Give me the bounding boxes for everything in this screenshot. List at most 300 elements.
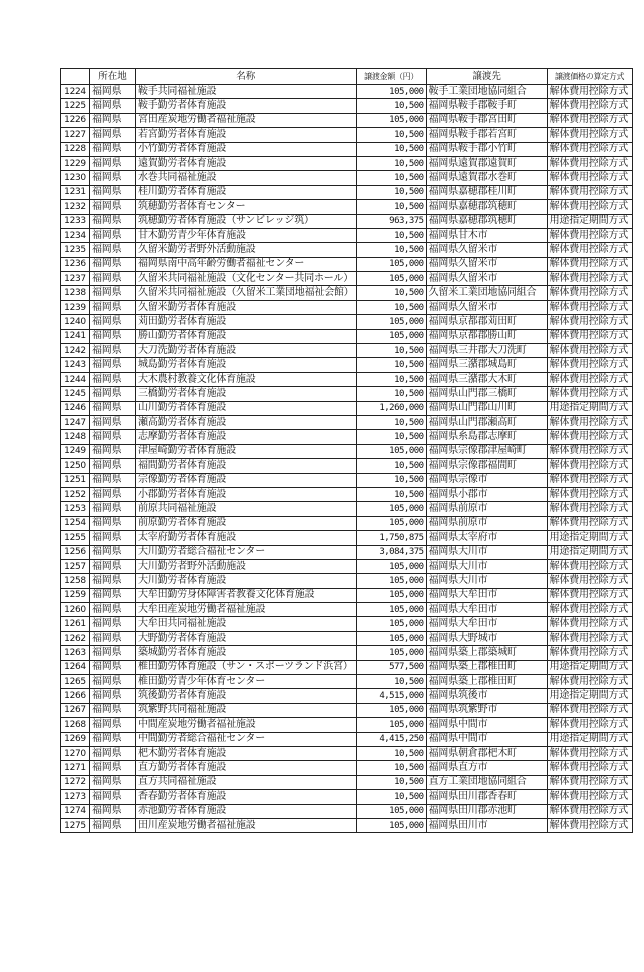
table-row bbox=[61, 718, 633, 732]
location-cell: 福岡県 bbox=[90, 703, 136, 717]
table-body bbox=[61, 85, 633, 833]
recipient-cell: 福岡県田川市 bbox=[426, 818, 547, 832]
facility-name-cell: 三橋勤労者体育施設 bbox=[136, 387, 357, 401]
table-row bbox=[61, 358, 633, 372]
recipient-cell: 福岡県大牟田市 bbox=[426, 617, 547, 631]
recipient-cell: 福岡県築上郡椎田町 bbox=[426, 660, 547, 674]
location-cell: 福岡県 bbox=[90, 415, 136, 429]
transfer-amount-cell: 105,000 bbox=[356, 272, 426, 286]
location-cell: 福岡県 bbox=[90, 286, 136, 300]
transfer-amount-cell: 3,084,375 bbox=[356, 545, 426, 559]
header-location: 所在地 bbox=[90, 69, 136, 85]
transfer-amount-cell: 4,415,250 bbox=[356, 732, 426, 746]
facility-name-cell: 中間産炭地労働者福祉施設 bbox=[136, 718, 357, 732]
row-number: 1228 bbox=[61, 142, 90, 156]
header-method: 譲渡価格の算定方式 bbox=[547, 69, 632, 85]
table-row bbox=[61, 372, 633, 386]
pricing-method-cell: 解体費用控除方式 bbox=[547, 516, 632, 530]
transfer-amount-cell: 105,000 bbox=[356, 329, 426, 343]
pricing-method-cell: 解体費用控除方式 bbox=[547, 703, 632, 717]
location-cell: 福岡県 bbox=[90, 358, 136, 372]
transfer-amount-cell: 105,000 bbox=[356, 574, 426, 588]
pricing-method-cell: 解体費用控除方式 bbox=[547, 185, 632, 199]
table-row bbox=[61, 185, 633, 199]
location-cell: 福岡県 bbox=[90, 329, 136, 343]
transfer-amount-cell: 105,000 bbox=[356, 315, 426, 329]
pricing-method-cell: 解体費用控除方式 bbox=[547, 559, 632, 573]
transfer-amount-cell: 105,000 bbox=[356, 804, 426, 818]
table-row bbox=[61, 401, 633, 415]
row-number: 1225 bbox=[61, 99, 90, 113]
facility-name-cell: 大牟田共同福祉施設 bbox=[136, 617, 357, 631]
row-number: 1237 bbox=[61, 272, 90, 286]
table-row bbox=[61, 531, 633, 545]
row-number: 1259 bbox=[61, 588, 90, 602]
row-number: 1274 bbox=[61, 804, 90, 818]
recipient-cell: 福岡県太宰府市 bbox=[426, 531, 547, 545]
table-row bbox=[61, 516, 633, 530]
transfer-amount-cell: 1,750,875 bbox=[356, 531, 426, 545]
transfer-amount-cell: 10,500 bbox=[356, 387, 426, 401]
facility-name-cell: 遠賀勤労者体育施設 bbox=[136, 156, 357, 170]
pricing-method-cell: 解体費用控除方式 bbox=[547, 99, 632, 113]
recipient-cell: 福岡県宗像市 bbox=[426, 473, 547, 487]
transfer-amount-cell: 105,000 bbox=[356, 718, 426, 732]
location-cell: 福岡県 bbox=[90, 315, 136, 329]
recipient-cell: 福岡県前原市 bbox=[426, 516, 547, 530]
transfer-amount-cell: 10,500 bbox=[356, 128, 426, 142]
recipient-cell: 鞍手工業団地協同組合 bbox=[426, 85, 547, 99]
pricing-method-cell: 解体費用控除方式 bbox=[547, 387, 632, 401]
facility-name-cell: 久留米勤労者体育施設 bbox=[136, 300, 357, 314]
pricing-method-cell: 解体費用控除方式 bbox=[547, 430, 632, 444]
facility-name-cell: 田川産炭地労働者福祉施設 bbox=[136, 818, 357, 832]
row-number: 1242 bbox=[61, 344, 90, 358]
transfer-amount-cell: 105,000 bbox=[356, 646, 426, 660]
facility-name-cell: 小郡勤労者体育施設 bbox=[136, 487, 357, 501]
location-cell: 福岡県 bbox=[90, 689, 136, 703]
transfer-amount-cell: 10,500 bbox=[356, 142, 426, 156]
header-name: 名称 bbox=[136, 69, 357, 85]
table-row bbox=[61, 804, 633, 818]
pricing-method-cell: 解体費用控除方式 bbox=[547, 257, 632, 271]
table-row bbox=[61, 286, 633, 300]
row-number: 1238 bbox=[61, 286, 90, 300]
pricing-method-cell: 解体費用控除方式 bbox=[547, 603, 632, 617]
transfer-amount-cell: 105,000 bbox=[356, 703, 426, 717]
transfer-amount-cell: 963,375 bbox=[356, 214, 426, 228]
pricing-method-cell: 解体費用控除方式 bbox=[547, 617, 632, 631]
table-row bbox=[61, 344, 633, 358]
row-number: 1269 bbox=[61, 732, 90, 746]
location-cell: 福岡県 bbox=[90, 502, 136, 516]
pricing-method-cell: 解体費用控除方式 bbox=[547, 329, 632, 343]
row-number: 1248 bbox=[61, 430, 90, 444]
facility-name-cell: 大刀洗勤労者体育施設 bbox=[136, 344, 357, 358]
recipient-cell: 福岡県三井郡大刀洗町 bbox=[426, 344, 547, 358]
pricing-method-cell: 解体費用控除方式 bbox=[547, 142, 632, 156]
recipient-cell: 福岡県久留米市 bbox=[426, 243, 547, 257]
location-cell: 福岡県 bbox=[90, 790, 136, 804]
table-row bbox=[61, 761, 633, 775]
pricing-method-cell: 解体費用控除方式 bbox=[547, 459, 632, 473]
recipient-cell: 福岡県鞍手郡小竹町 bbox=[426, 142, 547, 156]
table-row bbox=[61, 689, 633, 703]
recipient-cell: 福岡県田川郡香春町 bbox=[426, 790, 547, 804]
facility-name-cell: 鞍手共同福祉施設 bbox=[136, 85, 357, 99]
table-row bbox=[61, 703, 633, 717]
location-cell: 福岡県 bbox=[90, 516, 136, 530]
table-row bbox=[61, 200, 633, 214]
location-cell: 福岡県 bbox=[90, 228, 136, 242]
table-row bbox=[61, 387, 633, 401]
facility-name-cell: 直方共同福祉施設 bbox=[136, 775, 357, 789]
transfer-amount-cell: 105,000 bbox=[356, 516, 426, 530]
transfer-amount-cell: 105,000 bbox=[356, 617, 426, 631]
pricing-method-cell: 解体費用控除方式 bbox=[547, 646, 632, 660]
facility-name-cell: 杷木勤労者体育施設 bbox=[136, 746, 357, 760]
pricing-method-cell: 解体費用控除方式 bbox=[547, 128, 632, 142]
pricing-method-cell: 解体費用控除方式 bbox=[547, 358, 632, 372]
table-row bbox=[61, 559, 633, 573]
recipient-cell: 福岡県前原市 bbox=[426, 502, 547, 516]
pricing-method-cell: 解体費用控除方式 bbox=[547, 487, 632, 501]
row-number: 1245 bbox=[61, 387, 90, 401]
transfer-amount-cell: 10,500 bbox=[356, 156, 426, 170]
facility-name-cell: 勝山勤労者体育施設 bbox=[136, 329, 357, 343]
transfer-amount-cell: 10,500 bbox=[356, 99, 426, 113]
row-number: 1255 bbox=[61, 531, 90, 545]
recipient-cell: 福岡県宗像郡福間町 bbox=[426, 459, 547, 473]
transfer-amount-cell: 10,500 bbox=[356, 746, 426, 760]
table-row bbox=[61, 329, 633, 343]
facility-name-cell: 大川勤労者体育施設 bbox=[136, 574, 357, 588]
table-row bbox=[61, 243, 633, 257]
pricing-method-cell: 用途指定期間方式 bbox=[547, 401, 632, 415]
row-number: 1265 bbox=[61, 675, 90, 689]
row-number: 1260 bbox=[61, 603, 90, 617]
facility-name-cell: 宮田産炭地労働者福祉施設 bbox=[136, 113, 357, 127]
transfer-amount-cell: 105,000 bbox=[356, 257, 426, 271]
table-row bbox=[61, 790, 633, 804]
pricing-method-cell: 解体費用控除方式 bbox=[547, 315, 632, 329]
facility-name-cell: 城島勤労者体育施設 bbox=[136, 358, 357, 372]
pricing-method-cell: 解体費用控除方式 bbox=[547, 113, 632, 127]
recipient-cell: 福岡県遠賀郡水巻町 bbox=[426, 171, 547, 185]
recipient-cell: 福岡県大川市 bbox=[426, 545, 547, 559]
transfer-amount-cell: 10,500 bbox=[356, 300, 426, 314]
table-row bbox=[61, 775, 633, 789]
table-row bbox=[61, 574, 633, 588]
pricing-method-cell: 解体費用控除方式 bbox=[547, 300, 632, 314]
location-cell: 福岡県 bbox=[90, 344, 136, 358]
facility-name-cell: 鞍手勤労者体育施設 bbox=[136, 99, 357, 113]
recipient-cell: 福岡県朝倉郡杷木町 bbox=[426, 746, 547, 760]
location-cell: 福岡県 bbox=[90, 473, 136, 487]
facility-name-cell: 津屋崎勤労者体育施設 bbox=[136, 444, 357, 458]
transfer-amount-cell: 4,515,000 bbox=[356, 689, 426, 703]
transfer-amount-cell: 105,000 bbox=[356, 444, 426, 458]
table-row bbox=[61, 272, 633, 286]
header-recipient: 譲渡先 bbox=[426, 69, 547, 85]
location-cell: 福岡県 bbox=[90, 603, 136, 617]
row-number: 1226 bbox=[61, 113, 90, 127]
recipient-cell: 福岡県大牟田市 bbox=[426, 588, 547, 602]
recipient-cell: 福岡県久留米市 bbox=[426, 300, 547, 314]
transfer-amount-cell: 10,500 bbox=[356, 430, 426, 444]
pricing-method-cell: 解体費用控除方式 bbox=[547, 286, 632, 300]
table-row bbox=[61, 603, 633, 617]
transfer-amount-cell: 10,500 bbox=[356, 473, 426, 487]
table-row bbox=[61, 732, 633, 746]
facility-name-cell: 赤池勤労者体育施設 bbox=[136, 804, 357, 818]
location-cell: 福岡県 bbox=[90, 588, 136, 602]
table-row bbox=[61, 459, 633, 473]
table-row bbox=[61, 99, 633, 113]
row-number: 1227 bbox=[61, 128, 90, 142]
facility-name-cell: 椎田勤労青少年体育センター bbox=[136, 675, 357, 689]
transfer-amount-cell: 10,500 bbox=[356, 459, 426, 473]
facility-name-cell: 苅田勤労者体育施設 bbox=[136, 315, 357, 329]
facility-name-cell: 香春勤労者体育施設 bbox=[136, 790, 357, 804]
facility-name-cell: 若宮勤労者体育施設 bbox=[136, 128, 357, 142]
row-number: 1247 bbox=[61, 415, 90, 429]
table-row bbox=[61, 228, 633, 242]
table-row bbox=[61, 142, 633, 156]
row-number: 1257 bbox=[61, 559, 90, 573]
pricing-method-cell: 解体費用控除方式 bbox=[547, 200, 632, 214]
row-number: 1231 bbox=[61, 185, 90, 199]
transfer-amount-cell: 10,500 bbox=[356, 675, 426, 689]
recipient-cell: 福岡県鞍手郡若宮町 bbox=[426, 128, 547, 142]
location-cell: 福岡県 bbox=[90, 559, 136, 573]
row-number: 1243 bbox=[61, 358, 90, 372]
location-cell: 福岡県 bbox=[90, 660, 136, 674]
location-cell: 福岡県 bbox=[90, 459, 136, 473]
location-cell: 福岡県 bbox=[90, 818, 136, 832]
pricing-method-cell: 解体費用控除方式 bbox=[547, 818, 632, 832]
table-row bbox=[61, 487, 633, 501]
recipient-cell: 福岡県築上郡築城町 bbox=[426, 646, 547, 660]
location-cell: 福岡県 bbox=[90, 272, 136, 286]
table-row bbox=[61, 113, 633, 127]
pricing-method-cell: 解体費用控除方式 bbox=[547, 675, 632, 689]
location-cell: 福岡県 bbox=[90, 732, 136, 746]
location-cell: 福岡県 bbox=[90, 113, 136, 127]
pricing-method-cell: 解体費用控除方式 bbox=[547, 444, 632, 458]
table-row bbox=[61, 214, 633, 228]
transfer-amount-cell: 1,260,000 bbox=[356, 401, 426, 415]
pricing-method-cell: 解体費用控除方式 bbox=[547, 473, 632, 487]
location-cell: 福岡県 bbox=[90, 214, 136, 228]
table-row bbox=[61, 545, 633, 559]
pricing-method-cell: 解体費用控除方式 bbox=[547, 171, 632, 185]
location-cell: 福岡県 bbox=[90, 430, 136, 444]
row-number: 1246 bbox=[61, 401, 90, 415]
row-number: 1272 bbox=[61, 775, 90, 789]
row-number: 1239 bbox=[61, 300, 90, 314]
location-cell: 福岡県 bbox=[90, 185, 136, 199]
recipient-cell: 福岡県直方市 bbox=[426, 761, 547, 775]
transfer-amount-cell: 105,000 bbox=[356, 631, 426, 645]
table-header bbox=[61, 69, 633, 85]
table-row bbox=[61, 818, 633, 832]
pricing-method-cell: 解体費用控除方式 bbox=[547, 588, 632, 602]
location-cell: 福岡県 bbox=[90, 142, 136, 156]
pricing-method-cell: 解体費用控除方式 bbox=[547, 718, 632, 732]
facility-transfer-table bbox=[60, 68, 633, 833]
transfer-amount-cell: 10,500 bbox=[356, 775, 426, 789]
recipient-cell: 福岡県大川市 bbox=[426, 574, 547, 588]
facility-name-cell: 前原勤労者体育施設 bbox=[136, 516, 357, 530]
recipient-cell: 直方工業団地協同組合 bbox=[426, 775, 547, 789]
recipient-cell: 福岡県築上郡椎田町 bbox=[426, 675, 547, 689]
facility-name-cell: 久留米共同福祉施設（文化センター共同ホール） bbox=[136, 272, 357, 286]
recipient-cell: 福岡県小郡市 bbox=[426, 487, 547, 501]
table-row bbox=[61, 746, 633, 760]
pricing-method-cell: 解体費用控除方式 bbox=[547, 272, 632, 286]
recipient-cell: 福岡県京都郡勝山町 bbox=[426, 329, 547, 343]
facility-name-cell: 久留米共同福祉施設（久留米工業団地福祉会館） bbox=[136, 286, 357, 300]
facility-name-cell: 椎田勤労体育施設（サン・スポーツランド浜宮） bbox=[136, 660, 357, 674]
row-number: 1266 bbox=[61, 689, 90, 703]
facility-name-cell: 大牟田産炭地労働者福祉施設 bbox=[136, 603, 357, 617]
table-row bbox=[61, 675, 633, 689]
row-number: 1236 bbox=[61, 257, 90, 271]
pricing-method-cell: 解体費用控除方式 bbox=[547, 631, 632, 645]
pricing-method-cell: 解体費用控除方式 bbox=[547, 804, 632, 818]
pricing-method-cell: 用途指定期間方式 bbox=[547, 660, 632, 674]
table-row bbox=[61, 617, 633, 631]
recipient-cell: 福岡県三潴郡城島町 bbox=[426, 358, 547, 372]
location-cell: 福岡県 bbox=[90, 372, 136, 386]
transfer-amount-cell: 105,000 bbox=[356, 559, 426, 573]
location-cell: 福岡県 bbox=[90, 99, 136, 113]
recipient-cell: 福岡県中間市 bbox=[426, 732, 547, 746]
transfer-amount-cell: 10,500 bbox=[356, 243, 426, 257]
location-cell: 福岡県 bbox=[90, 804, 136, 818]
facility-name-cell: 筑後勤労者体育施設 bbox=[136, 689, 357, 703]
transfer-amount-cell: 10,500 bbox=[356, 228, 426, 242]
header-row bbox=[61, 69, 633, 85]
row-number: 1224 bbox=[61, 85, 90, 99]
row-number: 1253 bbox=[61, 502, 90, 516]
recipient-cell: 福岡県京都郡苅田町 bbox=[426, 315, 547, 329]
facility-name-cell: 大野勤労者体育施設 bbox=[136, 631, 357, 645]
pricing-method-cell: 用途指定期間方式 bbox=[547, 732, 632, 746]
row-number: 1273 bbox=[61, 790, 90, 804]
transfer-amount-cell: 10,500 bbox=[356, 372, 426, 386]
recipient-cell: 福岡県筑紫野市 bbox=[426, 703, 547, 717]
recipient-cell: 福岡県鞍手郡宮田町 bbox=[426, 113, 547, 127]
table-row bbox=[61, 660, 633, 674]
row-number: 1249 bbox=[61, 444, 90, 458]
location-cell: 福岡県 bbox=[90, 545, 136, 559]
transfer-amount-cell: 577,500 bbox=[356, 660, 426, 674]
table-row bbox=[61, 315, 633, 329]
facility-name-cell: 久留米勤労者野外活動施設 bbox=[136, 243, 357, 257]
facility-name-cell: 小竹勤労者体育施設 bbox=[136, 142, 357, 156]
location-cell: 福岡県 bbox=[90, 300, 136, 314]
transfer-amount-cell: 10,500 bbox=[356, 790, 426, 804]
table-row bbox=[61, 588, 633, 602]
row-number: 1244 bbox=[61, 372, 90, 386]
location-cell: 福岡県 bbox=[90, 387, 136, 401]
location-cell: 福岡県 bbox=[90, 444, 136, 458]
recipient-cell: 福岡県田川郡赤池町 bbox=[426, 804, 547, 818]
row-number: 1256 bbox=[61, 545, 90, 559]
row-number: 1233 bbox=[61, 214, 90, 228]
row-number: 1264 bbox=[61, 660, 90, 674]
row-number: 1271 bbox=[61, 761, 90, 775]
pricing-method-cell: 解体費用控除方式 bbox=[547, 761, 632, 775]
transfer-amount-cell: 10,500 bbox=[356, 171, 426, 185]
transfer-amount-cell: 10,500 bbox=[356, 200, 426, 214]
transfer-amount-cell: 105,000 bbox=[356, 113, 426, 127]
pricing-method-cell: 解体費用控除方式 bbox=[547, 574, 632, 588]
table-row bbox=[61, 473, 633, 487]
recipient-cell: 久留米工業団地協同組合 bbox=[426, 286, 547, 300]
table-row bbox=[61, 156, 633, 170]
recipient-cell: 福岡県山門郡瀬高町 bbox=[426, 415, 547, 429]
location-cell: 福岡県 bbox=[90, 761, 136, 775]
transfer-amount-cell: 10,500 bbox=[356, 286, 426, 300]
facility-name-cell: 福岡県南中高年齢労働者福祉センター bbox=[136, 257, 357, 271]
pricing-method-cell: 用途指定期間方式 bbox=[547, 531, 632, 545]
transfer-amount-cell: 10,500 bbox=[356, 358, 426, 372]
location-cell: 福岡県 bbox=[90, 128, 136, 142]
row-number: 1263 bbox=[61, 646, 90, 660]
recipient-cell: 福岡県筑後市 bbox=[426, 689, 547, 703]
facility-name-cell: 志摩勤労者体育施設 bbox=[136, 430, 357, 444]
facility-name-cell: 大川勤労者野外活動施設 bbox=[136, 559, 357, 573]
row-number: 1235 bbox=[61, 243, 90, 257]
location-cell: 福岡県 bbox=[90, 646, 136, 660]
facility-name-cell: 水巻共同福祉施設 bbox=[136, 171, 357, 185]
table-row bbox=[61, 502, 633, 516]
row-number: 1240 bbox=[61, 315, 90, 329]
facility-name-cell: 大牟田勤労身体障害者教養文化体育施設 bbox=[136, 588, 357, 602]
recipient-cell: 福岡県山門郡三橋町 bbox=[426, 387, 547, 401]
location-cell: 福岡県 bbox=[90, 243, 136, 257]
pricing-method-cell: 解体費用控除方式 bbox=[547, 228, 632, 242]
facility-name-cell: 瀬高勤労者体育施設 bbox=[136, 415, 357, 429]
facility-name-cell: 中間勤労者総合福祉センター bbox=[136, 732, 357, 746]
table-row bbox=[61, 85, 633, 99]
row-number: 1275 bbox=[61, 818, 90, 832]
facility-name-cell: 桂川勤労者体育施設 bbox=[136, 185, 357, 199]
pricing-method-cell: 解体費用控除方式 bbox=[547, 344, 632, 358]
facility-name-cell: 筑穂勤労者体育センター bbox=[136, 200, 357, 214]
pricing-method-cell: 解体費用控除方式 bbox=[547, 372, 632, 386]
location-cell: 福岡県 bbox=[90, 171, 136, 185]
location-cell: 福岡県 bbox=[90, 617, 136, 631]
table-row bbox=[61, 646, 633, 660]
recipient-cell: 福岡県鞍手郡鞍手町 bbox=[426, 99, 547, 113]
transfer-amount-cell: 105,000 bbox=[356, 818, 426, 832]
table-row bbox=[61, 257, 633, 271]
location-cell: 福岡県 bbox=[90, 746, 136, 760]
facility-name-cell: 大川勤労者総合福祉センター bbox=[136, 545, 357, 559]
transfer-amount-cell: 10,500 bbox=[356, 344, 426, 358]
header-amount: 譲渡金額（円） bbox=[356, 69, 426, 85]
recipient-cell: 福岡県久留米市 bbox=[426, 257, 547, 271]
location-cell: 福岡県 bbox=[90, 531, 136, 545]
row-number: 1251 bbox=[61, 473, 90, 487]
recipient-cell: 福岡県嘉穂郡桂川町 bbox=[426, 185, 547, 199]
facility-name-cell: 筑紫野共同福祉施設 bbox=[136, 703, 357, 717]
location-cell: 福岡県 bbox=[90, 200, 136, 214]
